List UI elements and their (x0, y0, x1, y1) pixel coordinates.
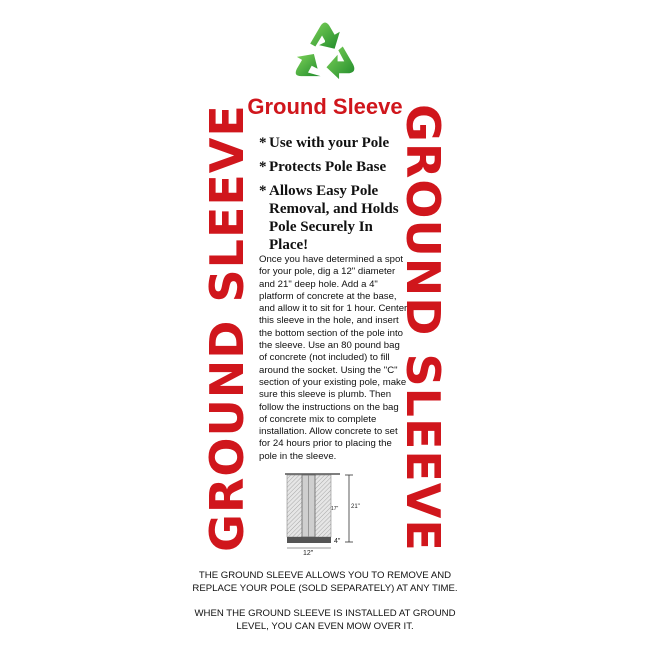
footer-note-2: WHEN THE GROUND SLEEVE IS INSTALLED AT GROUND LEVEL, YOU CAN EVEN MOW OVER IT. (194, 608, 456, 632)
side-label-left: GROUND SLEEVE (200, 104, 254, 552)
bullet-marker: * (259, 183, 267, 199)
bullet-marker: * (259, 159, 267, 175)
feature-text: Protects Pole Base (269, 159, 387, 175)
recycle-icon (287, 14, 363, 88)
footer-note-1: THE GROUND SLEEVE ALLOWS YOU TO REMOVE AND REPLACE YOUR POLE (SOLD SEPARATELY) AT ANY TIME. (192, 570, 458, 594)
feature-item (259, 182, 409, 254)
page-title: Ground Sleeve (247, 94, 403, 119)
feature-text: Allows Easy Pole Removal, and Holds Pole Securely In Place! (269, 183, 399, 253)
sleeve-depth-label: 17" (331, 506, 339, 512)
bullet-marker: * (259, 135, 267, 151)
sleeve-diagram (285, 472, 365, 557)
base-height-label: 4" (334, 538, 341, 545)
feature-item (259, 134, 409, 152)
depth-label: 21" (351, 504, 360, 510)
side-label-right: GROUND SLEEVE (396, 104, 450, 552)
installation-instructions: Once you have determined a spot for your pole, dig a 12" diameter and 21" deep hole. Add a 4" platform of concrete at the base, and allow it to sit for 1 hour. Center this sleeve in the hole, and insert the bottom section of the pole into the sleeve. Use an 80 pound bag of concrete (not included) to fill around the socket. Using the "C" section of your existing pole, make sure this sleeve is plumb. Then follow the instructions on the bag of concrete mix to complete installation. Allow concrete to set for 24 hours prior to placing the pole in the sleeve. (259, 254, 408, 462)
width-label: 12" (303, 550, 314, 557)
feature-list (259, 134, 409, 260)
concrete-base (287, 537, 331, 543)
feature-text: Use with your Pole (269, 135, 390, 151)
feature-item (259, 158, 409, 176)
